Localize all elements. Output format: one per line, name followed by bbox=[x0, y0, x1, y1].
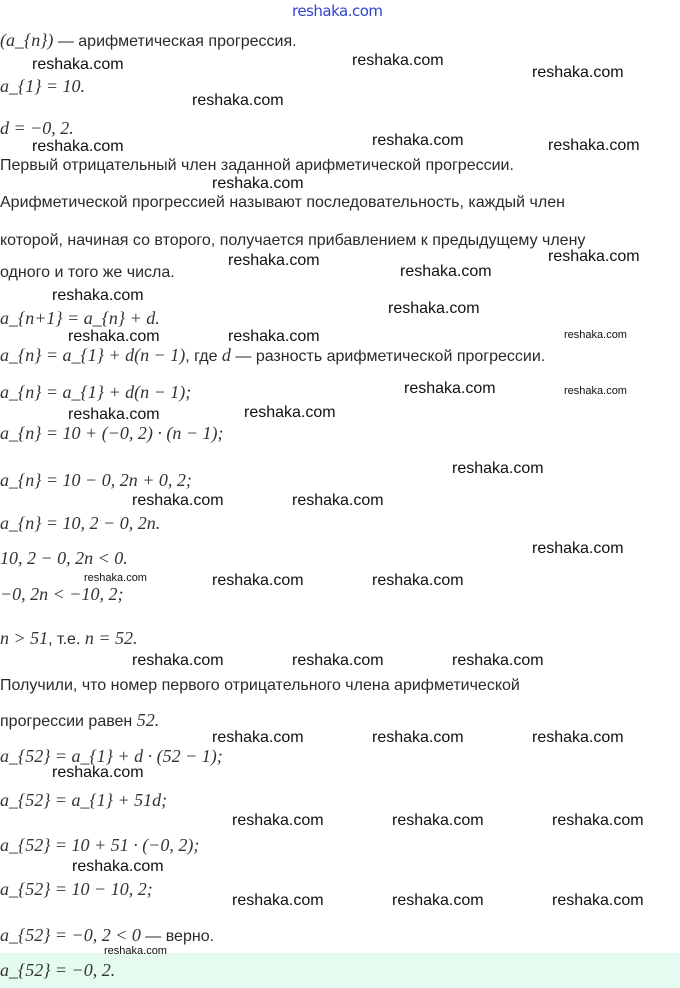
solution-line bbox=[0, 264, 175, 282]
watermark: reshaka.com bbox=[392, 892, 484, 909]
watermark: reshaka.com bbox=[192, 92, 284, 109]
math-expression: a_{n} = 10 − 0, 2n + 0, 2; bbox=[0, 470, 192, 490]
watermark: reshaka.com bbox=[292, 652, 384, 669]
solution-line bbox=[0, 677, 520, 695]
text: — верно. bbox=[140, 928, 215, 945]
watermark: reshaka.com bbox=[372, 572, 464, 589]
watermark: reshaka.com bbox=[52, 764, 144, 781]
text: , т.е. bbox=[48, 631, 85, 648]
text: Первый отрицательный член заданной арифметической прогрессии. bbox=[0, 157, 514, 174]
site-header-logo: reshaka.com bbox=[292, 2, 383, 20]
watermark: reshaka.com bbox=[228, 328, 320, 345]
text: , где bbox=[185, 348, 222, 365]
math-expression: a_{n} = 10, 2 − 0, 2n. bbox=[0, 513, 161, 533]
watermark: reshaka.com bbox=[212, 175, 304, 192]
watermark: reshaka.com bbox=[232, 892, 324, 909]
watermark: reshaka.com bbox=[564, 385, 627, 397]
solution-line bbox=[0, 119, 74, 137]
watermark: reshaka.com bbox=[404, 380, 496, 397]
solution-line bbox=[0, 514, 160, 532]
solution-line bbox=[0, 961, 115, 979]
solution-line bbox=[0, 194, 565, 212]
solution-line bbox=[0, 747, 223, 765]
math-expression: d bbox=[221, 345, 231, 365]
watermark: reshaka.com bbox=[388, 300, 480, 317]
solution-line bbox=[0, 926, 214, 944]
solution-line bbox=[0, 157, 514, 175]
solution-line bbox=[0, 880, 153, 898]
math-expression: a_{n} = a_{1} + d(n − 1) bbox=[0, 345, 186, 365]
watermark: reshaka.com bbox=[68, 406, 160, 423]
watermark: reshaka.com bbox=[372, 729, 464, 746]
math-expression: a_{n+1} = a_{n} + d. bbox=[0, 308, 160, 328]
watermark: reshaka.com bbox=[292, 492, 384, 509]
watermark: reshaka.com bbox=[532, 64, 624, 81]
watermark: reshaka.com bbox=[452, 652, 544, 669]
math-expression: a_{52} = −0, 2 < 0 bbox=[0, 925, 141, 945]
solution-line bbox=[0, 383, 191, 401]
watermark: reshaka.com bbox=[32, 138, 124, 155]
watermark: reshaka.com bbox=[72, 858, 164, 875]
text: — разность арифметической прогрессии. bbox=[230, 348, 546, 365]
math-expression: a_{52} = 10 + 51 · (−0, 2); bbox=[0, 835, 200, 855]
watermark: reshaka.com bbox=[548, 248, 640, 265]
watermark: reshaka.com bbox=[352, 52, 444, 69]
text: которой, начиная со второго, получается прибавлением к предыдущему члену bbox=[0, 232, 586, 249]
math-expression: −0, 2n < −10, 2; bbox=[0, 584, 124, 604]
solution-line bbox=[0, 309, 160, 327]
math-expression: n = 52. bbox=[84, 628, 138, 648]
math-expression: a_{52} = a_{1} + d · (52 − 1); bbox=[0, 746, 223, 766]
watermark: reshaka.com bbox=[84, 572, 147, 584]
watermark: reshaka.com bbox=[232, 812, 324, 829]
watermark: reshaka.com bbox=[132, 652, 224, 669]
text: прогрессии равен bbox=[0, 713, 137, 730]
watermark: reshaka.com bbox=[392, 812, 484, 829]
solution-line bbox=[0, 585, 123, 603]
solution-line bbox=[0, 232, 585, 250]
math-expression: a_{1} = 10. bbox=[0, 76, 86, 96]
watermark: reshaka.com bbox=[212, 572, 304, 589]
math-expression: a_{52} = 10 − 10, 2; bbox=[0, 879, 153, 899]
text: — арифметическая прогрессия. bbox=[53, 33, 297, 50]
math-expression: n > 51 bbox=[0, 628, 49, 648]
text: одного и того же числа. bbox=[0, 264, 175, 281]
solution-line bbox=[0, 77, 85, 95]
watermark: reshaka.com bbox=[132, 492, 224, 509]
math-expression: a_{n} = 10 + (−0, 2) · (n − 1); bbox=[0, 423, 224, 443]
watermark: reshaka.com bbox=[564, 329, 627, 341]
watermark: reshaka.com bbox=[52, 287, 144, 304]
watermark: reshaka.com bbox=[532, 729, 624, 746]
watermark: reshaka.com bbox=[400, 263, 492, 280]
solution-line bbox=[0, 791, 167, 809]
watermark: reshaka.com bbox=[104, 945, 167, 957]
watermark: reshaka.com bbox=[228, 252, 320, 269]
math-expression: a_{n} = a_{1} + d(n − 1); bbox=[0, 382, 192, 402]
solution-line bbox=[0, 471, 192, 489]
solution-line bbox=[0, 31, 297, 49]
text: Арифметической прогрессией называют последовательность, каждый член bbox=[0, 194, 565, 211]
math-expression: (a_{n}) bbox=[0, 30, 54, 50]
solution-line bbox=[0, 836, 199, 854]
math-expression: a_{52} = −0, 2. bbox=[0, 960, 116, 980]
text: Получили, что номер первого отрицательного члена арифметической bbox=[0, 677, 520, 694]
watermark: reshaka.com bbox=[212, 729, 304, 746]
watermark: reshaka.com bbox=[452, 460, 544, 477]
watermark: reshaka.com bbox=[32, 56, 124, 73]
solution-line bbox=[0, 346, 545, 364]
watermark: reshaka.com bbox=[552, 892, 644, 909]
math-expression: d = −0, 2. bbox=[0, 118, 74, 138]
solution-line bbox=[0, 549, 128, 567]
solution-line bbox=[0, 424, 223, 442]
math-expression: a_{52} = a_{1} + 51d; bbox=[0, 790, 168, 810]
watermark: reshaka.com bbox=[372, 132, 464, 149]
solution-line bbox=[0, 711, 159, 729]
solution-line bbox=[0, 629, 138, 647]
watermark: reshaka.com bbox=[532, 540, 624, 557]
math-expression: 10, 2 − 0, 2n < 0. bbox=[0, 548, 128, 568]
math-expression: 52. bbox=[136, 710, 160, 730]
watermark: reshaka.com bbox=[68, 328, 160, 345]
watermark: reshaka.com bbox=[244, 404, 336, 421]
watermark: reshaka.com bbox=[552, 812, 644, 829]
watermark: reshaka.com bbox=[548, 137, 640, 154]
